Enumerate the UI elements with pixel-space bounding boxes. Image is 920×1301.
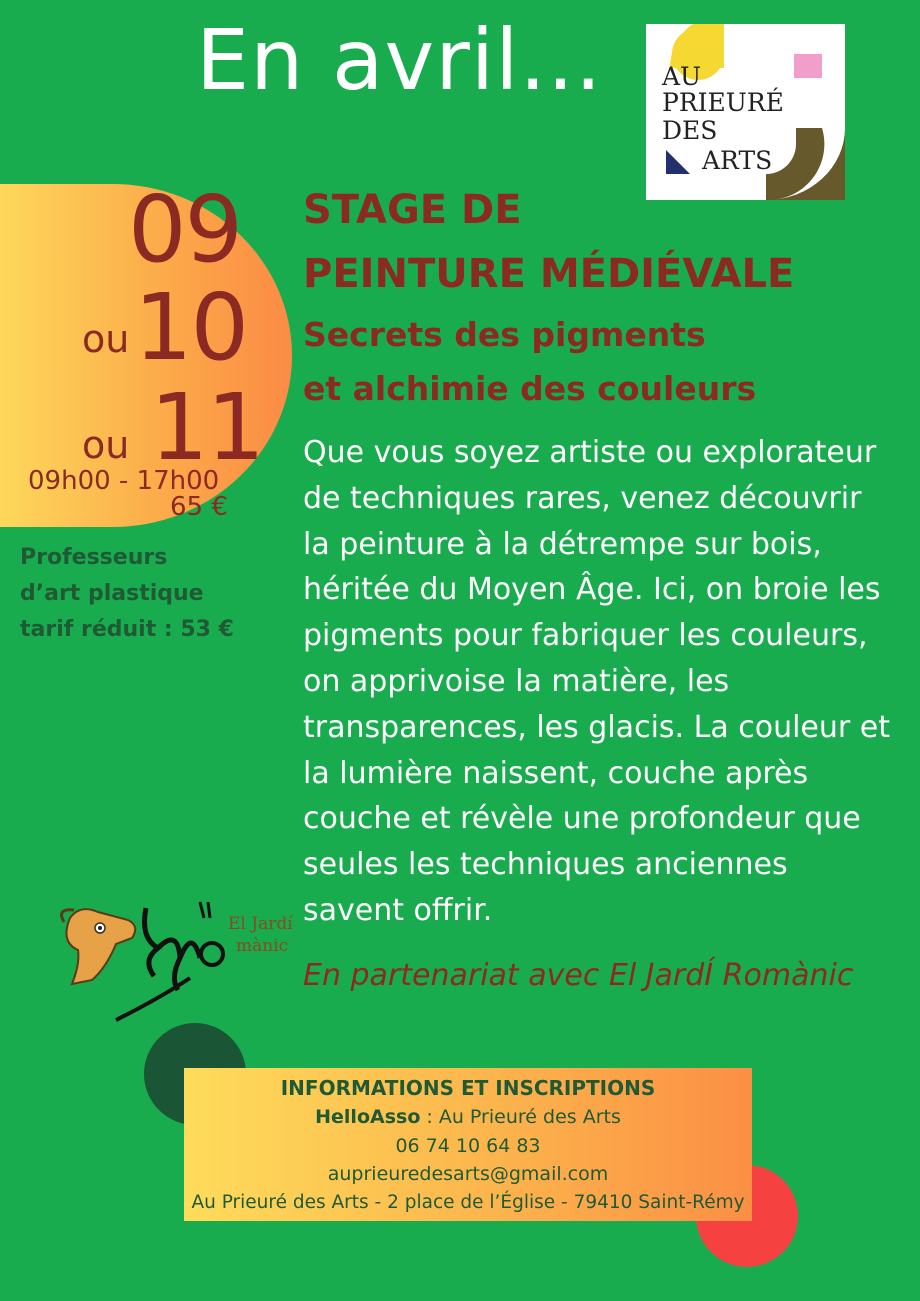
- info-address: Au Prieuré des Arts - 2 place de l’Église - 79410 Saint-Rémy: [191, 1192, 745, 1213]
- date-third: 11: [150, 374, 264, 481]
- description: Que vous soyez artiste ou explorateur de techniques rares, venez découvrir la peinture à la détrempe sur bois, héritée du Moyen Âge. Ici, on broie les pigments pour fabriquer les couleurs, on apprivoise la matière, les transparences, les glacis. La couleur et la lumière naissent, couche après couche et révèle une profondeur que seules les techniques anciennes savent offrir.: [303, 435, 890, 928]
- info-phone: 06 74 10 64 83: [395, 1135, 541, 1157]
- reduced-line-1: Professeurs: [20, 545, 168, 570]
- partner-logo-text-2: mànic: [236, 936, 289, 956]
- helloasso-value: : Au Prieuré des Arts: [420, 1106, 621, 1128]
- date-or-2: ou: [82, 423, 130, 467]
- info-heading: INFORMATIONS ET INSCRIPTIONS: [280, 1076, 656, 1100]
- reduced-line-2: d’art plastique: [20, 581, 204, 606]
- title-line-2: PEINTURE MÉDIÉVALE: [303, 251, 795, 297]
- prieure-logo: [646, 24, 845, 200]
- subtitle-line-1: Secrets des pigments: [303, 315, 706, 354]
- title-line-1: STAGE DE: [303, 187, 522, 233]
- date-first: 09: [128, 176, 242, 283]
- subtitle-line-2: et alchimie des couleurs: [303, 369, 757, 408]
- info-box: [184, 1068, 752, 1221]
- headline: En avril...: [196, 11, 603, 109]
- partnership-note: En partenariat avec El JardÍ Romànic: [303, 958, 854, 993]
- partner-logo-text-1: El Jardí: [228, 914, 293, 934]
- reduced-price-note: [20, 540, 234, 648]
- reduced-line-3: tarif réduit : 53 €: [20, 617, 234, 642]
- info-helloasso: [184, 1108, 752, 1127]
- jardi-romanic-logo: [50, 898, 295, 1023]
- hours: 09h00 - 17h00: [28, 466, 220, 496]
- helloasso-label: HelloAsso: [315, 1106, 421, 1128]
- logo-line-2: PRIEURÉ: [662, 88, 784, 117]
- info-email: auprieuredesarts@gmail.com: [327, 1163, 609, 1185]
- logo-line-3: DES: [662, 116, 718, 145]
- date-or-1: ou: [82, 317, 130, 361]
- price: 65 €: [170, 492, 228, 522]
- date-second: 10: [134, 274, 248, 381]
- logo-line-1: AU: [662, 62, 702, 91]
- logo-line-4: ARTS: [702, 146, 773, 175]
